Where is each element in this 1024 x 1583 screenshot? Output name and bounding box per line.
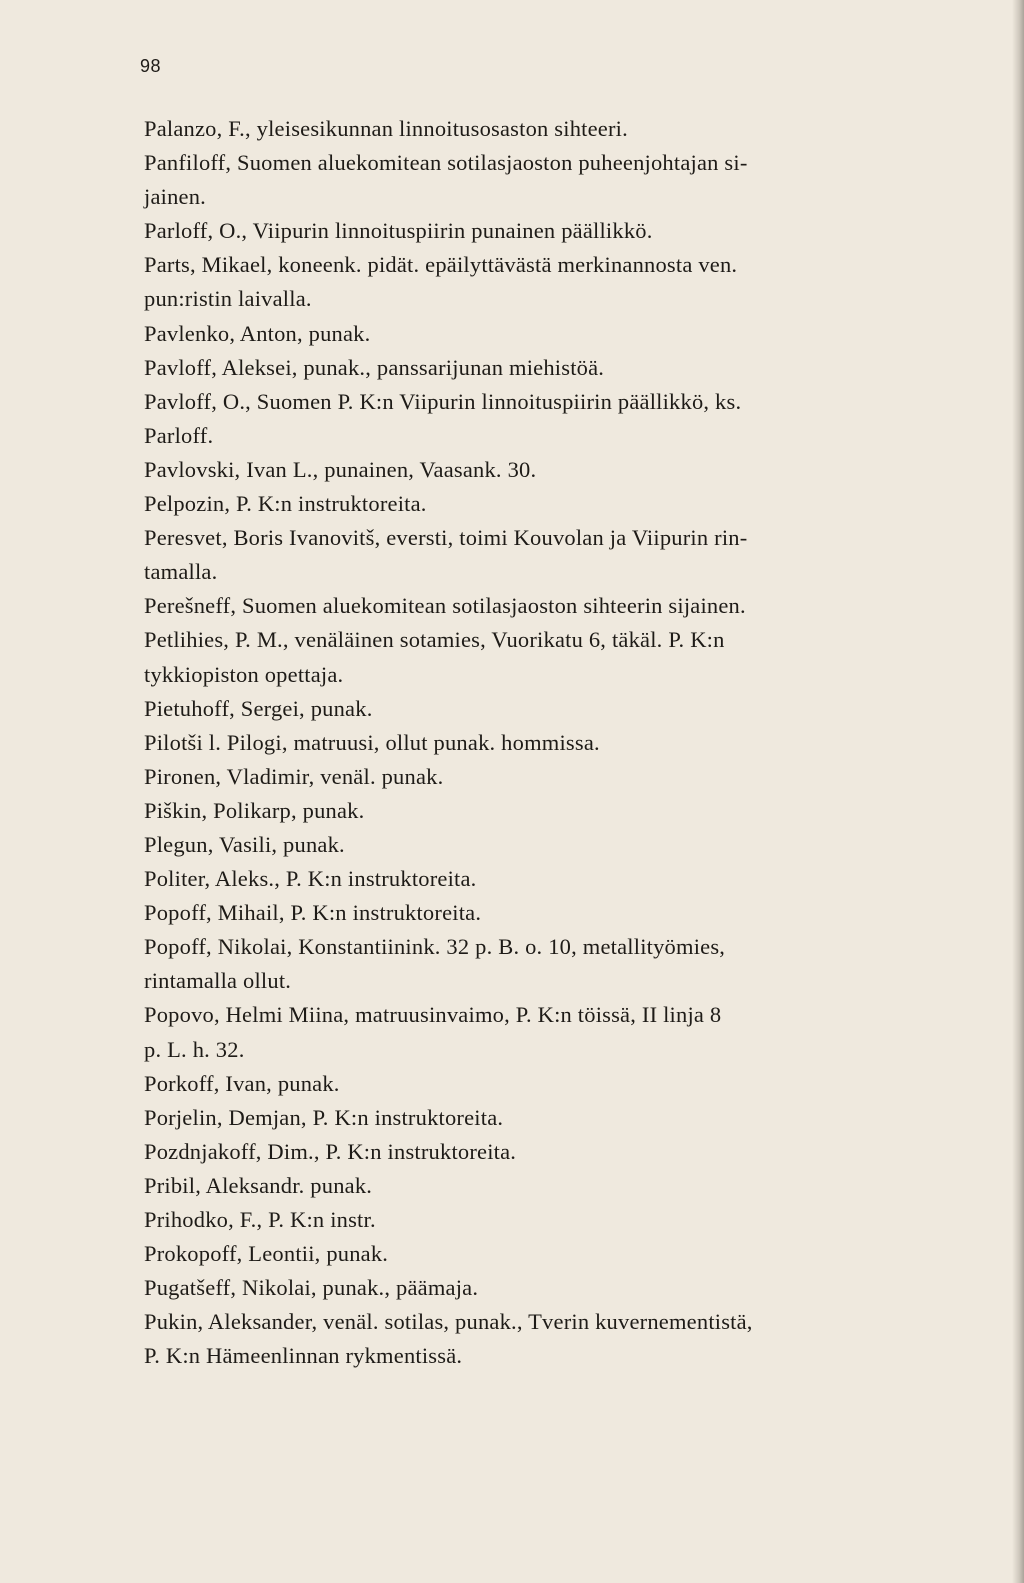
entry-text: Pugatšeff, Nikolai, punak., päämaja. xyxy=(144,1275,479,1301)
entry-text: Pavloff, Aleksei, punak., panssarijunan miehistöä. xyxy=(144,354,605,380)
entry-text: Peresvet, Boris Ivanovitš, eversti, toimi Kouvolan ja Viipurin rin- xyxy=(144,525,748,551)
entry-text: Palanzo, F., yleisesikunnan linnoitusosaston sihteeri. xyxy=(144,116,628,141)
entry-text: Pilotši l. Pilogi, matruusi, ollut punak. hommissa. xyxy=(144,729,600,755)
entry-text: Petlihies, P. M., venäläinen sotamies, Vuorikatu 6, täkäl. P. K:n xyxy=(144,627,725,653)
index-entry xyxy=(144,146,914,214)
index-entry xyxy=(144,692,914,726)
entry-text: Piškin, Polikarp, punak. xyxy=(144,797,365,823)
entry-text: Popoff, Nikolai, Konstantiinink. 32 p. B. o. 10, metallityömies, xyxy=(144,934,726,960)
page-number: 98 xyxy=(140,56,162,76)
name-index-list xyxy=(144,112,914,1373)
entry-text: Porkoff, Ivan, punak. xyxy=(144,1070,340,1096)
entry-text: Pukin, Aleksander, venäl. sotilas, punak., Tverin kuvernementistä, xyxy=(144,1309,753,1335)
index-entry xyxy=(144,317,914,351)
entry-text: Pelpozin, P. K:n instruktoreita. xyxy=(144,491,427,517)
index-entry xyxy=(144,1237,914,1271)
index-entry xyxy=(144,1135,914,1169)
index-entry xyxy=(144,1305,914,1373)
entry-text: Porjelin, Demjan, P. K:n instruktoreita. xyxy=(144,1104,504,1130)
entry-text: Politer, Aleks., P. K:n instruktoreita. xyxy=(144,866,477,892)
entry-text: Parts, Mikael, koneenk. pidät. epäilyttävästä merkinannosta ven. xyxy=(144,252,738,278)
entry-continuation: pun:ristin laivalla. xyxy=(144,286,312,312)
index-entry xyxy=(144,623,914,691)
entry-text: Panfiloff, Suomen aluekomitean sotilasjaoston puheenjohtajan si- xyxy=(144,150,748,176)
index-entry xyxy=(144,1169,914,1203)
index-entry xyxy=(144,521,914,589)
index-entry xyxy=(144,998,914,1066)
index-entry xyxy=(144,1067,914,1101)
index-entry xyxy=(144,248,914,316)
entry-text: Plegun, Vasili, punak. xyxy=(144,831,345,857)
index-entry xyxy=(144,896,914,930)
index-entry xyxy=(144,726,914,760)
entry-text: Pozdnjakoff, Dim., P. K:n instruktoreita. xyxy=(144,1138,517,1164)
index-entry xyxy=(144,112,914,146)
index-entry xyxy=(144,453,914,487)
index-entry xyxy=(144,1101,914,1135)
index-entry xyxy=(144,1271,914,1305)
index-entry xyxy=(144,794,914,828)
entry-continuation: tykkiopiston opettaja. xyxy=(144,661,344,687)
index-entry xyxy=(144,760,914,794)
entry-text: Perešneff, Suomen aluekomitean sotilasjaoston sihteerin sijainen. xyxy=(144,593,746,619)
entry-text: Pavlenko, Anton, punak. xyxy=(144,320,371,346)
entry-continuation: p. L. h. 32. xyxy=(144,1036,245,1062)
page-edge-shadow xyxy=(1012,0,1024,1583)
entry-text: Pavlovski, Ivan L., punainen, Vaasank. 30. xyxy=(144,456,537,482)
index-entry xyxy=(144,1203,914,1237)
entry-text: Parloff, O., Viipurin linnoituspiirin punainen päällikkö. xyxy=(144,218,653,244)
index-entry xyxy=(144,214,914,248)
entry-text: Popoff, Mihail, P. K:n instruktoreita. xyxy=(144,900,482,926)
entry-text: Pironen, Vladimir, venäl. punak. xyxy=(144,763,444,789)
index-entry xyxy=(144,385,914,453)
index-entry xyxy=(144,862,914,896)
entry-text: Pietuhoff, Sergei, punak. xyxy=(144,695,373,721)
entry-text: Pribil, Aleksandr. punak. xyxy=(144,1172,373,1198)
entry-continuation: Parloff. xyxy=(144,422,214,448)
entry-text: Prokopoff, Leontii, punak. xyxy=(144,1241,389,1267)
entry-continuation: rintamalla ollut. xyxy=(144,968,292,994)
entry-continuation: tamalla. xyxy=(144,559,218,585)
index-entry xyxy=(144,589,914,623)
entry-continuation: jainen. xyxy=(144,184,207,210)
entry-text: Popovo, Helmi Miina, matruusinvaimo, P. K:n töissä, II linja 8 xyxy=(144,1002,722,1028)
index-entry xyxy=(144,828,914,862)
index-entry xyxy=(144,351,914,385)
entry-text: Prihodko, F., P. K:n instr. xyxy=(144,1207,376,1232)
index-entry xyxy=(144,930,914,998)
entry-text: Pavloff, O., Suomen P. K:n Viipurin linnoituspiirin päällikkö, ks. xyxy=(144,388,742,414)
index-entry xyxy=(144,487,914,521)
entry-continuation: P. K:n Hämeenlinnan rykmentissä. xyxy=(144,1343,463,1369)
